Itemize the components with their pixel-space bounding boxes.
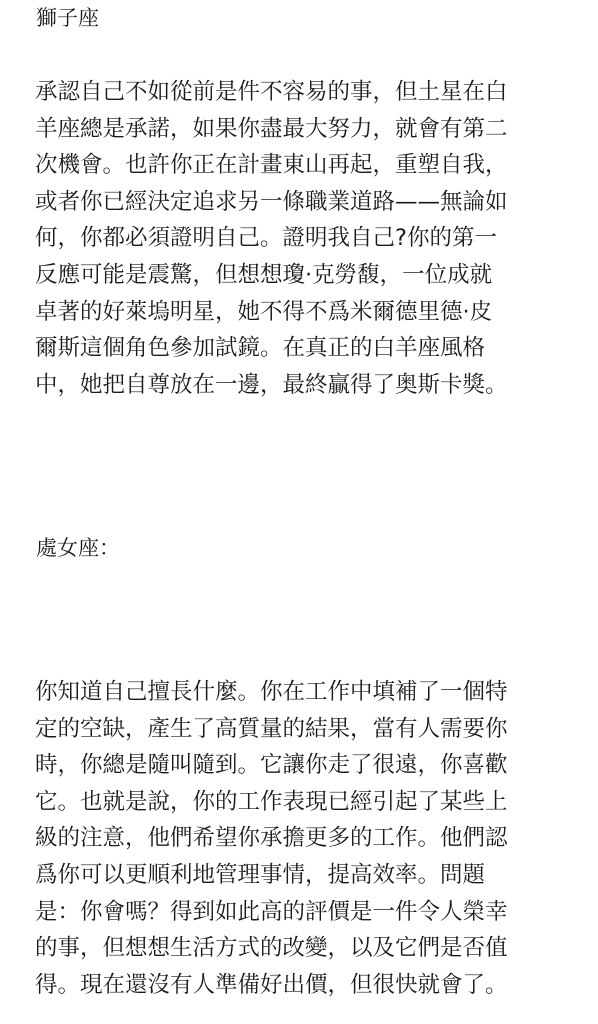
section-paragraph-virgo [35,674,585,1003]
paragraph-line: 得。現在還沒有人準備好出價，但很快就會了。 [35,971,508,998]
paragraph-line: 的事，但想想生活方式的改變，以及它們是否值 [35,935,508,962]
paragraph-line: 何，你都必須證明自己。證明我自己?你的第一 [35,225,497,252]
section-title-virgo: 處女座： [36,536,120,560]
paragraph-line: 次機會。也許你正在計畫東山再起，重塑自我， [35,152,508,179]
paragraph-line: 承認自己不如從前是件不容易的事，但土星在白 [35,79,508,105]
paragraph-line: 定的空缺，產生了高質量的結果，當有人需要你 [35,715,508,742]
paragraph-line: 或者你已經決定追求另一條職業道路——無論如 [35,188,508,215]
paragraph-line: 時，你總是隨叫隨到。它讓你走了很遠，你喜歡 [35,752,508,779]
paragraph-line: 卓著的好萊塢明星，她不得不爲米爾德里德·皮 [35,298,493,325]
paragraph-line: 中，她把自尊放在一邊，最終贏得了奥斯卡獎。 [35,371,508,398]
paragraph-line: 爾斯這個角色參加試鏡。在真正的白羊座風格 [35,335,486,362]
section-paragraph-leo [35,74,585,403]
section-title-leo: 獅子座 [36,6,99,30]
paragraph-line: 級的注意，他們希望你承擔更多的工作。他們認 [35,825,508,852]
paragraph-line: 反應可能是震驚，但想想瓊·克勞馥，一位成就 [35,261,493,288]
paragraph-line: 羊座總是承諾，如果你盡最大努力，就會有第二 [35,115,508,142]
paragraph-line: 是：你會嗎？得到如此高的評價是一件令人榮幸 [35,898,508,925]
paragraph-line: 你知道自己擅長什麼。你在工作中填補了一個特 [35,679,508,705]
paragraph-line: 爲你可以更順利地管理事情，提高效率。問題 [35,861,486,888]
paragraph-line: 它。也就是說，你的工作表現已經引起了某些上 [35,788,508,815]
